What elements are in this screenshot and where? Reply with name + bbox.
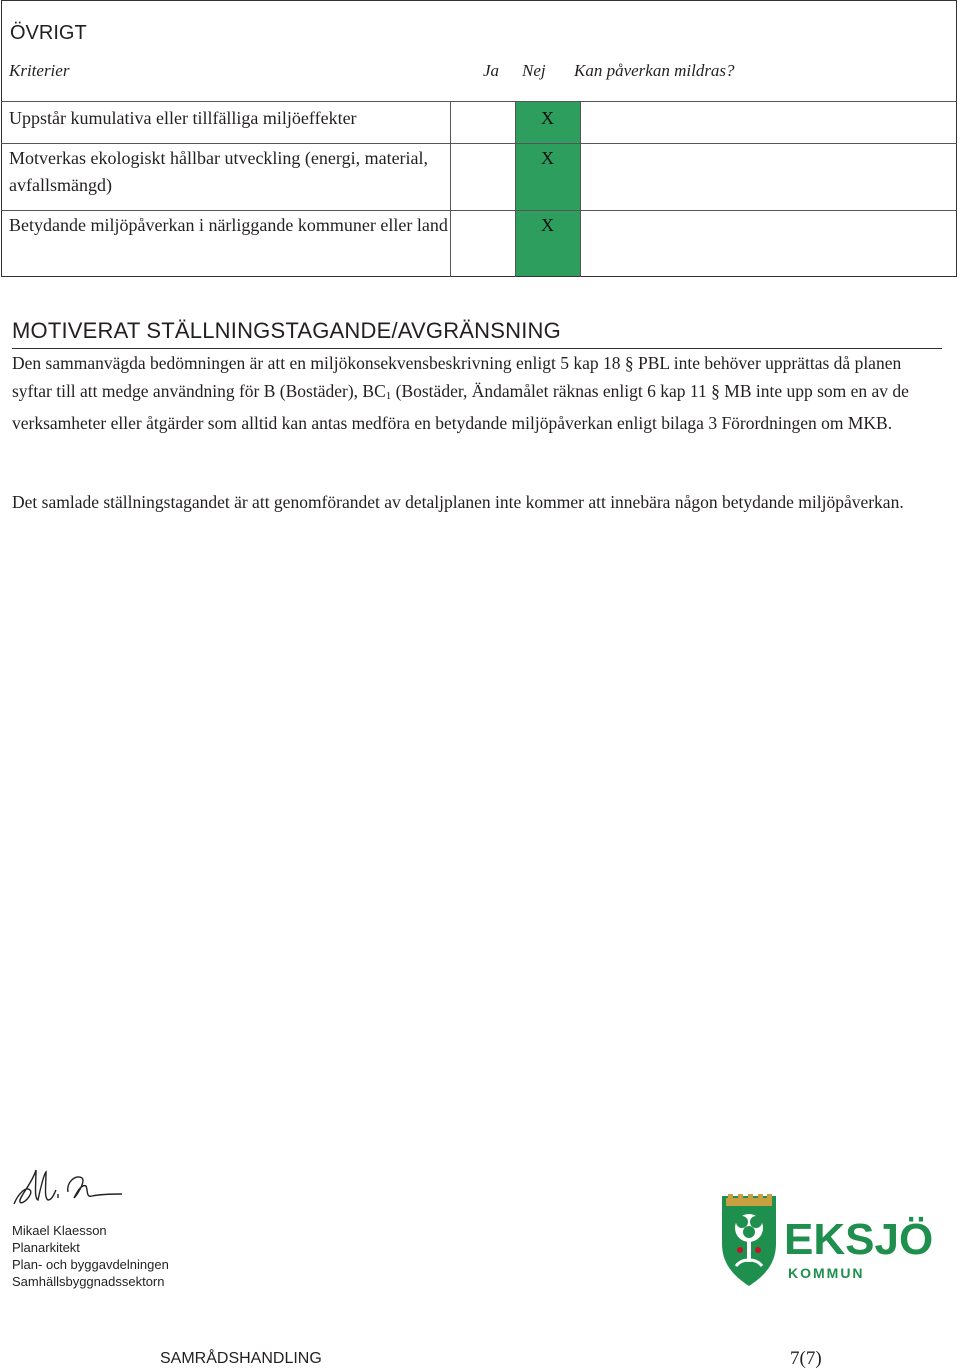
- header-criteria: Kriterier: [9, 61, 70, 80]
- table-divider: [1, 210, 957, 211]
- motivation-paragraph-1: [12, 350, 932, 438]
- signature-image: [12, 1164, 124, 1212]
- section-title: ÖVRIGT: [10, 22, 87, 44]
- no-mark: X: [541, 215, 554, 235]
- title-underline: [12, 348, 942, 349]
- table-divider: [450, 102, 451, 277]
- criterion-neighbouring-impact: Betydande miljöpåverkan i närliggande kommuner eller land: [9, 215, 448, 235]
- signatory-name: Mikael Klaesson: [12, 1223, 107, 1238]
- signatory-sector: Samhällsbyggnadssektorn: [12, 1274, 165, 1289]
- paragraph-text: Den sammanvägda bedömningen är att en miljökonsekvensbeskrivning enligt 5 kap 18 § PBL inte behöver upprättas då planen syftar till att medge användning för B (Bostäder), BC: [12, 353, 902, 401]
- signatory-title: Planarkitekt: [12, 1240, 80, 1255]
- subscript: 1: [385, 389, 392, 402]
- footer-document-status: SAMRÅDSHANDLING: [160, 1350, 322, 1367]
- criterion-cumulative-effects: Uppstår kumulativa eller tillfälliga miljöeffekter: [9, 108, 357, 128]
- criterion-sustainable-development: Motverkas ekologiskt hållbar utveckling (energi, material, avfallsmängd): [9, 148, 429, 195]
- no-mark: X: [541, 148, 554, 168]
- motivation-paragraph-2: Det samlade ställningstagandet är att genomförandet av detaljplanen inte kommer att innebära någon betydande miljöpåverkan.: [12, 492, 904, 512]
- table-divider: [1, 101, 957, 102]
- paragraph-text: (Bostäder, Ändamålet räknas enligt 6 kap 11 § MB inte upp som en av de verksamheter eller åtgärder som alltid kan antas medföra en betydande miljöpåverkan enligt bilaga 3 Förordningen om MKB.: [12, 380, 909, 433]
- no-mark: X: [541, 108, 554, 128]
- logo-wordmark: EKSJÖ: [784, 1215, 934, 1264]
- header-no: Nej: [522, 61, 546, 80]
- motivation-title: MOTIVERAT STÄLLNINGSTAGANDE/AVGRÄNSNING: [12, 318, 561, 343]
- signatory-department: Plan- och byggavdelningen: [12, 1257, 169, 1272]
- logo-subtitle: KOMMUN: [788, 1265, 865, 1281]
- table-divider: [580, 102, 581, 277]
- header-mitigate: Kan påverkan mildras?: [574, 61, 735, 80]
- footer-page-number: 7(7): [790, 1348, 822, 1369]
- coat-of-arms-icon: [722, 1194, 776, 1286]
- eksjo-kommun-logo: [718, 1192, 938, 1288]
- table-divider: [1, 143, 957, 144]
- header-yes: Ja: [483, 61, 500, 80]
